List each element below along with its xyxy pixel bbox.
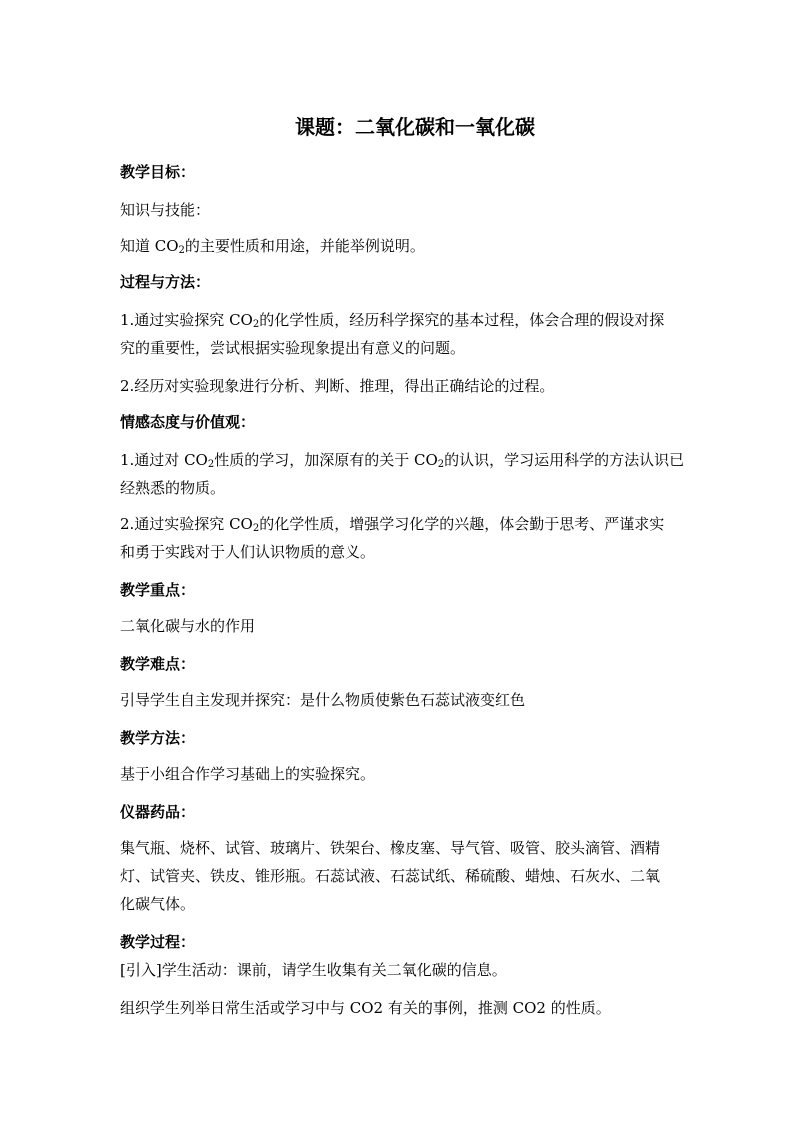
process-heading: 过程与方法： — [120, 273, 211, 291]
knowledge-text: 知道 $CO_2$的主要性质和用途，并能举例说明。 — [120, 237, 425, 256]
difficulty-heading: 教学难点： — [120, 655, 196, 673]
process-item-1: 1.通过实验探究 $CO_2$的化学性质，经历科学探究的基本过程，体会合理的假设对探 究的重要性，尝试根据实验现象提出有意义的问题。 — [120, 311, 665, 357]
procedure-item-1: [引入]学生活动：课前，请学生收集有关二氧化碳的信息。 — [120, 961, 507, 979]
key-text: 二氧化碳与水的作用 — [120, 617, 256, 635]
document-title: 课题：二氧化碳和一氧化碳 — [295, 115, 535, 139]
equipment-text: 集气瓶、烧杯、试管、玻璃片、铁架台、橡皮塞、导气管、吸管、胶头滴管、酒精 灯、试管夹、铁皮、锥形瓶。石蕊试液、石蕊试纸、稀硫酸、蜡烛、石灰水、二氧 化碳气体。 — [120, 839, 661, 913]
procedure-heading: 教学过程： — [120, 933, 196, 951]
emotion-heading: 情感态度与价值观： — [120, 413, 256, 431]
procedure-item-2: 组织学生列举日常生活或学习中与 CO2 有关的事例，推测 CO2 的性质。 — [120, 999, 611, 1017]
key-heading: 教学重点： — [120, 581, 196, 599]
difficulty-text: 引导学生自主发现并探究：是什么物质使紫色石蕊试液变红色 — [120, 691, 526, 709]
process-item-2: 2.经历对实验现象进行分析、判断、推理，得出正确结论的过程。 — [120, 377, 555, 395]
emotion-item-2: 2.通过实验探究 $CO_2$的化学性质，增强学习化学的兴趣，体会勤于思考、严谨求实 和勇于实践对于人们认识物质的意义。 — [120, 515, 665, 561]
equipment-heading: 仪器药品： — [120, 803, 196, 821]
method-heading: 教学方法： — [120, 729, 196, 747]
method-text: 基于小组合作学习基础上的实验探究。 — [120, 765, 376, 783]
objectives-heading: 教学目标： — [120, 163, 196, 181]
knowledge-heading: 知识与技能： — [120, 201, 211, 219]
emotion-item-1: 1.通过对 $CO_2$性质的学习，加深原有的关于 $CO_2$的认识，学习运用科学的方法认识已 经熟悉的物质。 — [120, 451, 685, 497]
